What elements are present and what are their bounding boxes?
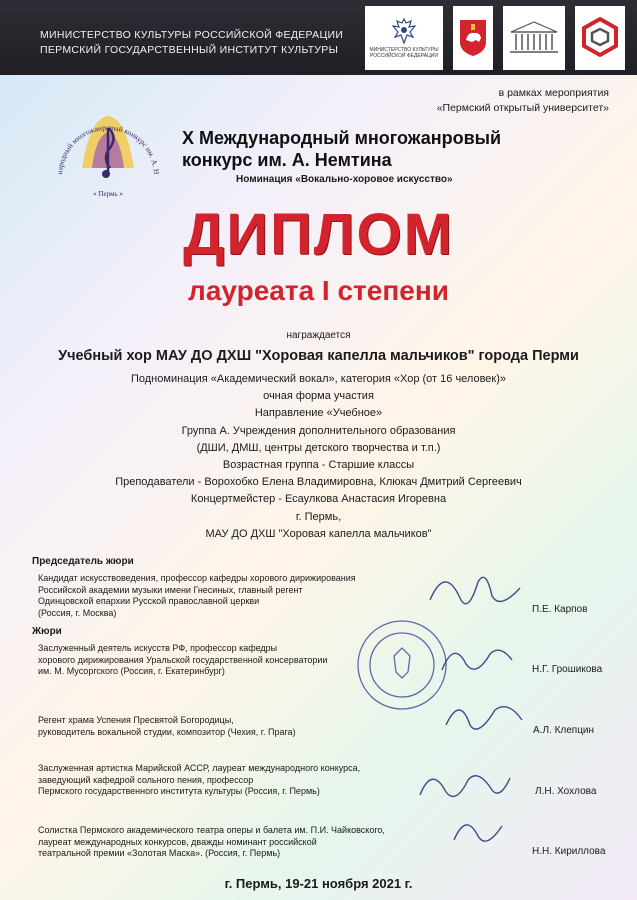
competition-title xyxy=(182,127,501,171)
signature-khokhlova xyxy=(420,776,510,797)
partner-logos xyxy=(365,6,625,70)
hexagon-logo-icon xyxy=(580,16,620,60)
signature-kleptsin xyxy=(446,707,522,729)
event-line-2: «Пермский открытый университет» xyxy=(436,102,609,114)
desc-line: лауреат международных конкурсов, дважды номинант российской xyxy=(38,836,317,847)
signature-karpov xyxy=(430,577,520,603)
jury-member-name: Л.Н. Хохлова xyxy=(535,786,597,797)
desc-line: Заслуженный деятель искусств РФ, профессор кафедры xyxy=(38,643,278,653)
jury-member-desc xyxy=(38,643,398,678)
emblem-arc-text: народный многожанровый конкурс им. А. Н xyxy=(54,122,162,175)
ministry-logo xyxy=(365,6,443,70)
desc-line: Пермского государственного института культуры (Россия, г. Пермь) xyxy=(38,786,320,796)
jury-member-name: Н.Н. Кириллова xyxy=(532,846,606,857)
jury-member-name: П.Е. Карпов xyxy=(532,604,588,615)
jury-heading: Жюри xyxy=(32,626,62,637)
awarded-label: награждается xyxy=(286,330,351,341)
desc-line: руководитель вокальной студии, композитор (Чехия, г. Прага) xyxy=(38,726,296,737)
jury-member-desc xyxy=(38,573,398,619)
desc-line: заведующий кафедрой сольного пения, профессор xyxy=(38,774,254,785)
competition-emblem xyxy=(52,106,164,202)
nomination: Номинация «Вокально-хоровое искусство» xyxy=(236,174,453,185)
recipient-name: Учебный хор МАУ ДО ДХШ "Хоровая капелла мальчиков" города Перми xyxy=(58,348,579,364)
detail-line: МАУ ДО ДХШ "Хоровая капелла мальчиков" xyxy=(205,527,432,540)
institute-heading: ПЕРМСКИЙ ГОСУДАРСТВЕННЫЙ ИНСТИТУТ КУЛЬТУРЫ xyxy=(40,44,339,56)
desc-line: Солистка Пермского академического театра оперы и балета им. П.И. Чайковского, xyxy=(38,825,385,835)
eagle-icon xyxy=(391,17,417,45)
perm-bear-shield-icon xyxy=(458,18,488,58)
desc-line: Кандидат искусствоведения, профессор кафедры хорового дирижирования xyxy=(38,573,356,583)
jury-member-name: Н.Г. Грошикова xyxy=(532,664,603,675)
jury-member-name: А.Л. Клепцин xyxy=(533,725,595,736)
award-details xyxy=(0,371,637,543)
signature-kirillova xyxy=(454,825,502,841)
open-university-logo xyxy=(575,6,625,70)
competition-title-line-2: конкурс им. А. Немтина xyxy=(182,150,392,170)
desc-line: театральной премии «Золотая Маска». (Россия, г. Пермь) xyxy=(38,848,281,858)
desc-line: им. М. Мусоргского (Россия, г. Екатеринбург) xyxy=(38,666,225,676)
detail-line: Направление «Учебное» xyxy=(254,407,383,420)
perm-region-logo xyxy=(453,6,493,70)
detail-line: (ДШИ, ДМШ, центры детского творчества и т.п.) xyxy=(196,441,441,454)
header-bar xyxy=(0,0,637,75)
emblem-city: « Пермь » xyxy=(93,190,123,198)
event-note xyxy=(437,86,609,116)
desc-line: Российской академии музыки имени Гнесиных, главный регент xyxy=(38,584,303,595)
detail-line: Группа А. Учреждения дополнительного образования xyxy=(181,424,456,437)
ministry-logo-caption: МИНИСТЕРСТВО КУЛЬТУРЫ РОССИЙСКОЙ ФЕДЕРАЦИИ xyxy=(369,47,439,59)
detail-line: г. Пермь, xyxy=(295,510,342,523)
laureate-degree: лауреата I степени xyxy=(188,275,449,306)
jury-member-desc xyxy=(38,715,398,738)
diploma-title: ДИПЛОМ xyxy=(183,202,454,267)
building-icon xyxy=(507,18,561,58)
desc-line: Заслуженная артистка Марийской АССР, лауреат международного конкурса, xyxy=(38,763,361,773)
signature-groshikova xyxy=(442,650,512,670)
detail-line: Возрастная группа - Старшие классы xyxy=(222,459,415,472)
desc-line: (Россия, г. Москва) xyxy=(38,607,117,618)
emblem-logo xyxy=(52,106,164,202)
institute-logo xyxy=(503,6,565,70)
desc-line: Регент храма Успения Пресвятой Богородицы, xyxy=(38,715,234,725)
desc-line: хорового дирижирования Уральской государственной консерватории xyxy=(38,654,328,665)
ministry-heading: МИНИСТЕРСТВО КУЛЬТУРЫ РОССИЙСКОЙ ФЕДЕРАЦИИ xyxy=(40,29,344,41)
detail-line: Концертмейстер - Есаулкова Анастасия Игоревна xyxy=(190,493,447,506)
footer-date: г. Пермь, 19-21 ноября 2021 г. xyxy=(224,876,413,891)
jury-chair-heading: Председатель жюри xyxy=(32,556,134,567)
jury-member-desc xyxy=(38,763,398,798)
desc-line: Одинцовской епархии Русской православной церкви xyxy=(38,596,260,606)
jury-member-desc xyxy=(38,825,458,860)
detail-line: Подноминация «Академический вокал», категория «Хор (от 16 человек)» xyxy=(130,373,507,385)
competition-title-line-1: X Международный многожанровый xyxy=(182,128,502,148)
detail-line: Преподаватели - Ворохобко Елена Владимировна, Клюкач Дмитрий Сергеевич xyxy=(115,476,522,489)
event-line-1: в рамках мероприятия xyxy=(498,87,609,99)
detail-line: очная форма участия xyxy=(263,390,374,403)
